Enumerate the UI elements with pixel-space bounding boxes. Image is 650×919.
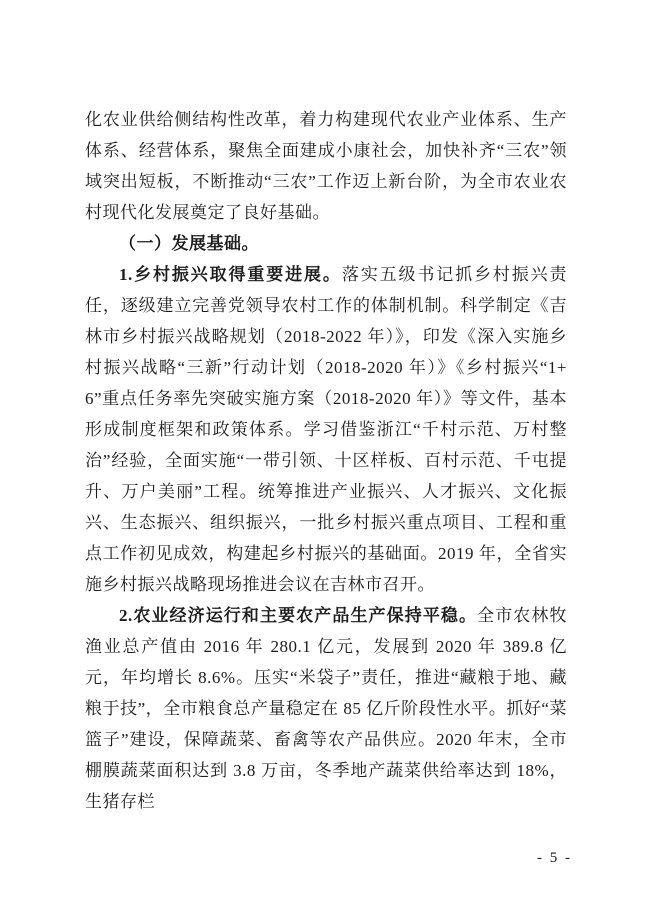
- paragraph-text: 全市农林牧渔业总产值由 2016 年 280.1 亿元，发展到 2020 年 389.8 亿元，年均增长 8.6%。压实“米袋子”责任，推进“藏粮于地、藏粮于技”，全市粮食总产量稳定在 85 亿斤阶段性水平。抓好“菜篮子”建设，保障蔬菜、畜禽等农产品供应。2020 年末，全市棚膜蔬菜面积达到 3.8 万亩，冬季地产蔬菜供给率达到 18%，生猪存栏: [85, 606, 567, 811]
- paragraph-text: 化农业供给侧结构性改革，着力构建现代农业产业体系、生产体系、经营体系，聚焦全面建成小康社会，加快补齐“三农”领域突出短板，不断推动“三农”工作迈上新台阶，为全市农业农村现代化发展奠定了良好基础。: [85, 110, 567, 222]
- section-heading: [85, 228, 567, 259]
- paragraph-lead: 1.乡村振兴取得重要进展。: [119, 265, 342, 284]
- section-heading-label: （一）发展基础。: [119, 234, 259, 253]
- paragraph-text: 落实五级书记抓乡村振兴责任，逐级建立完善党领导农村工作的体制机制。科学制定《吉林市乡村振兴战略规划（2018-2022 年）》，印发《深入实施乡村振兴战略“三新”行动计划（2018-2020 年）》《乡村振兴“1+6”重点任务率先突破实施方案（2018-2020 年）》等文件，基本形成制度框架和政策体系。学习借鉴浙江“千村示范、万村整治”经验，全面实施“一带引领、十区样板、百村示范、千屯提升、万户美丽”工程。统筹推进产业振兴、人才振兴、文化振兴、生态振兴、组织振兴，一批乡村振兴重点项目、工程和重点工作初见成效，构建起乡村振兴的基础面。2019 年，全省实施乡村振兴战略现场推进会议在吉林市召开。: [85, 265, 568, 594]
- paragraph-lead: 2.农业经济运行和主要农产品生产保持平稳。: [119, 606, 478, 625]
- paragraph-agricultural-economy: [85, 600, 567, 817]
- document-body: [85, 104, 567, 817]
- paragraph-rural-revitalization: [85, 259, 567, 600]
- page-number: - 5 -: [537, 850, 572, 866]
- paragraph-continuation: [85, 104, 567, 228]
